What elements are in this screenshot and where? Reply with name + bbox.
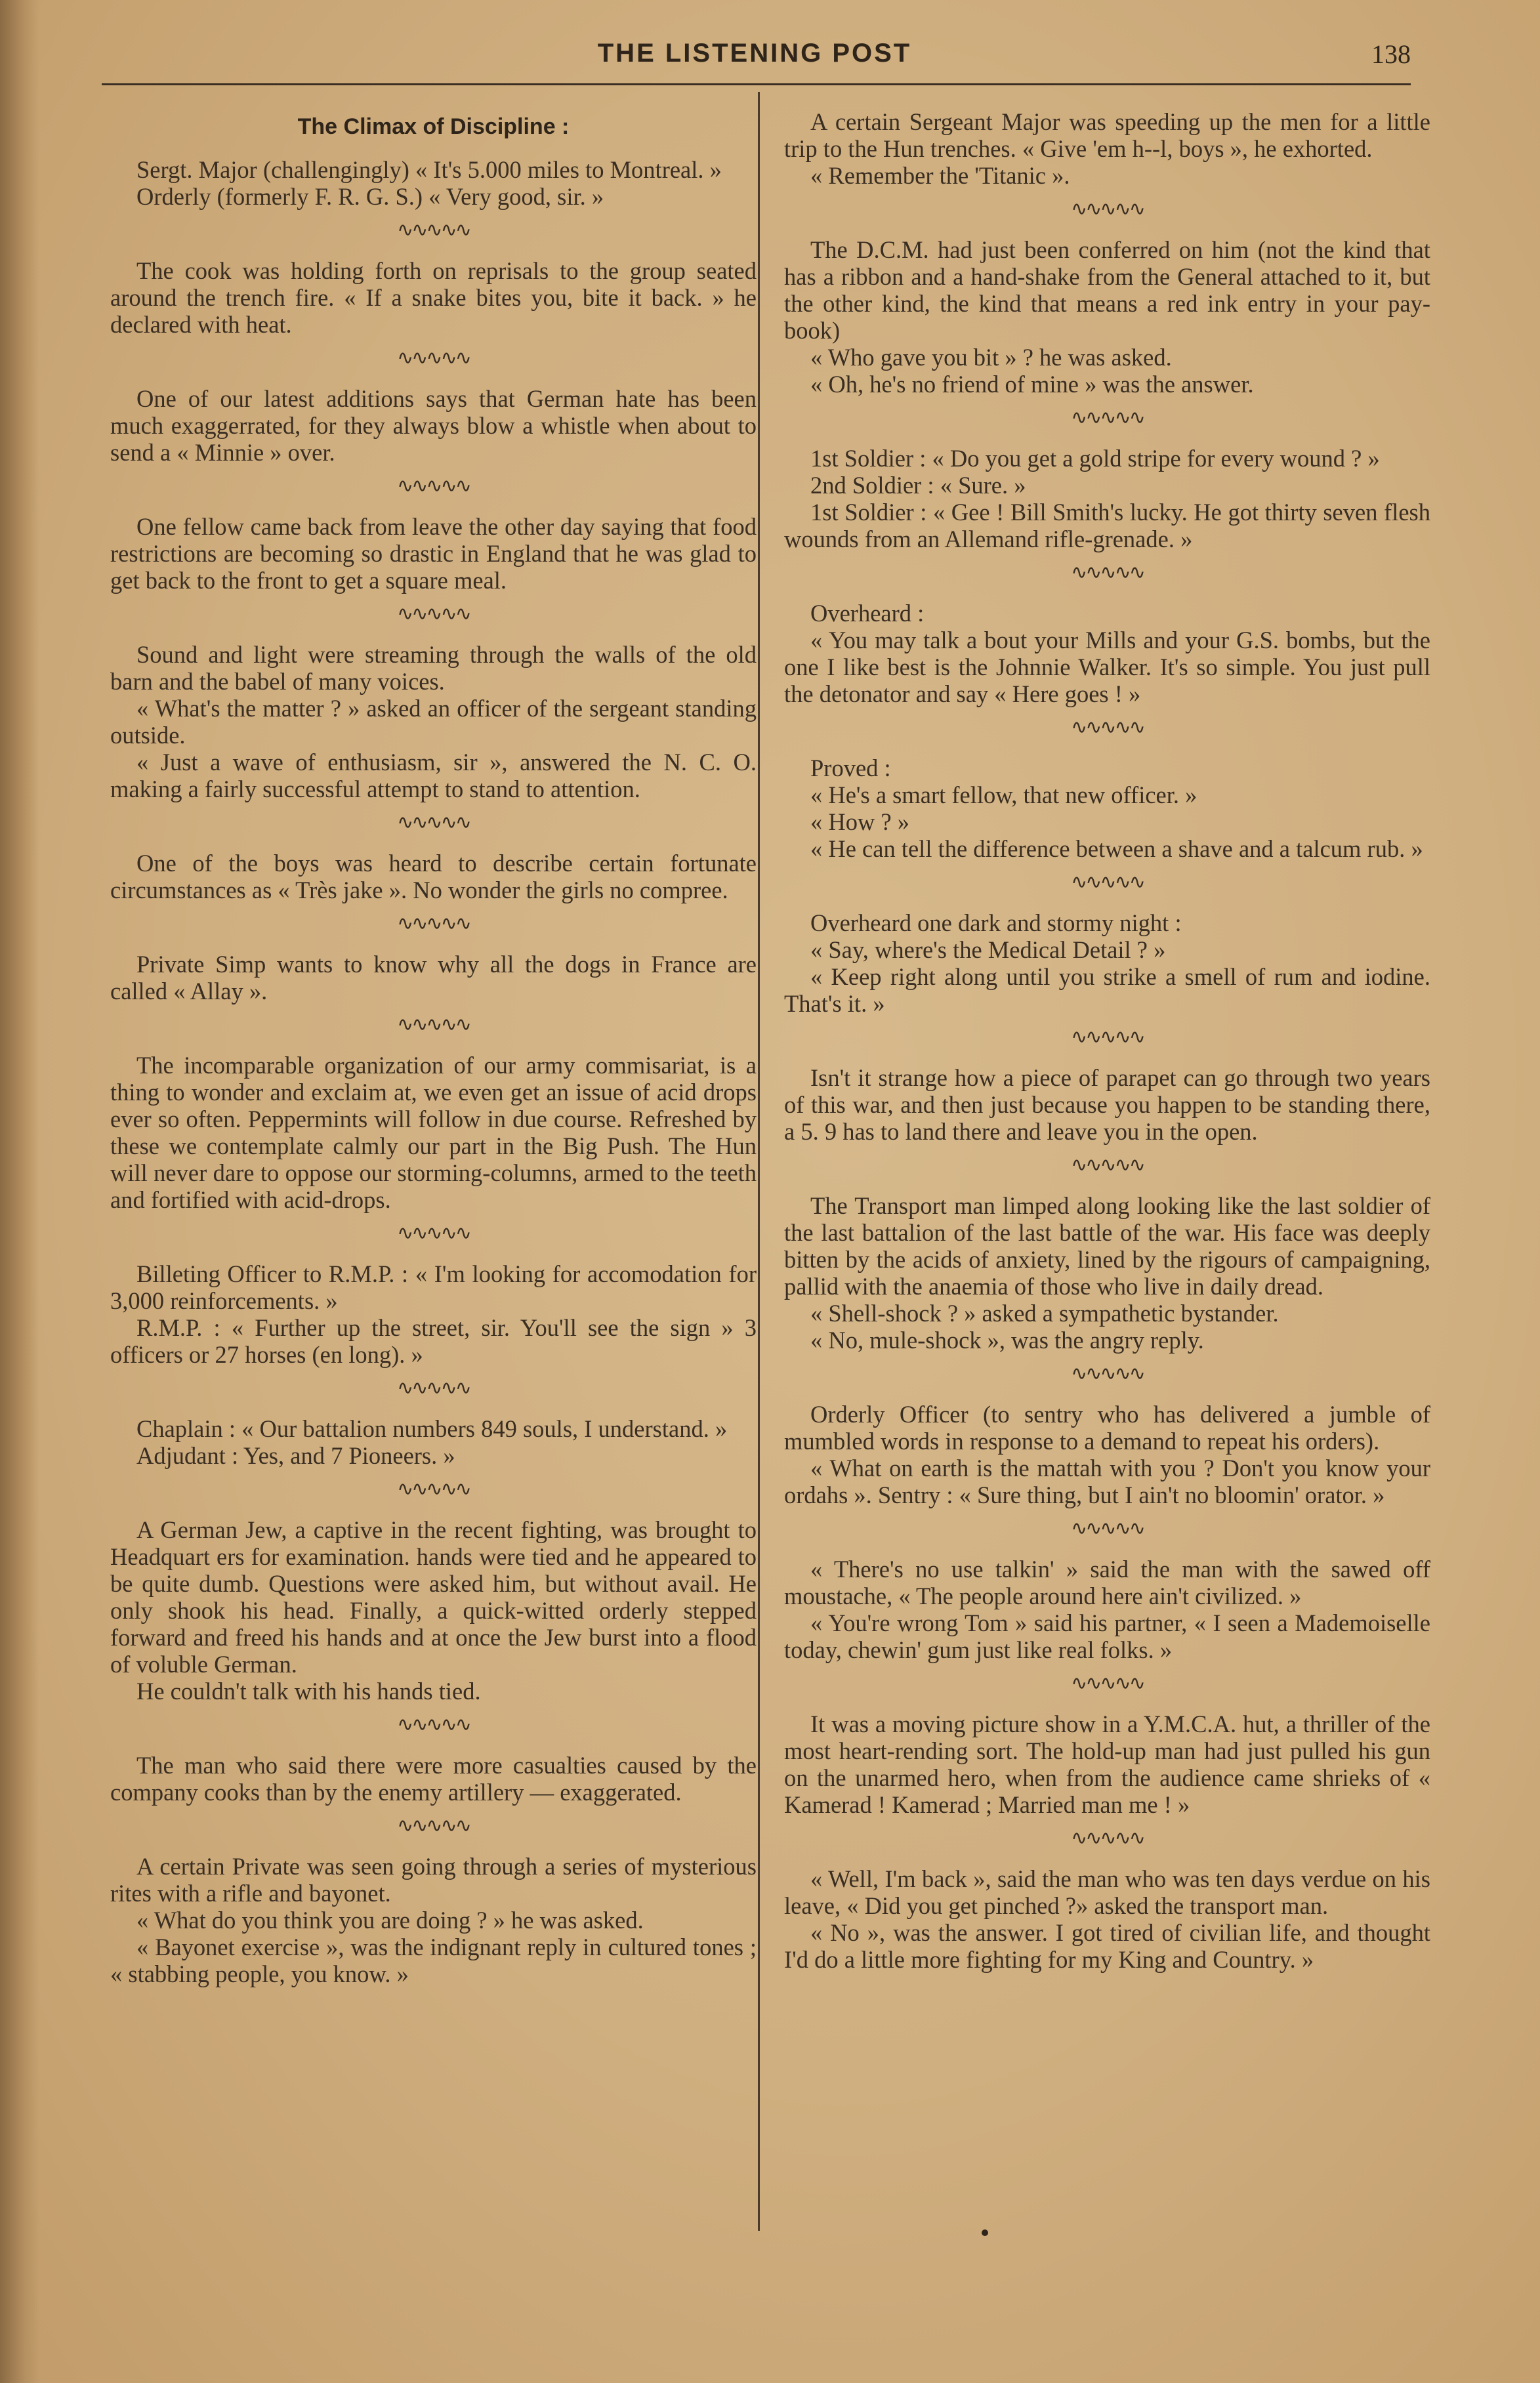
paragraph-text: A certain Sergeant Major was speeding up the men for a little trip to the Hun trenches. « Give 'em h--l, boys », he exhorted. <box>784 108 1430 162</box>
left-column-items <box>110 156 757 1987</box>
paragraph-item <box>110 1415 757 1469</box>
paragraph-item <box>110 1052 757 1213</box>
paragraph-text: The man who said there were more casualties caused by the company cooks than by the enemy artillery — exaggerated. <box>110 1752 757 1806</box>
paragraph-text: Chaplain : « Our battalion numbers 849 souls, I understand. » <box>136 1415 728 1442</box>
paragraph-item <box>784 108 1430 189</box>
squiggle-separator: ∿∿∿∿∿ <box>397 1222 470 1244</box>
paragraph-item <box>110 1853 757 1987</box>
page-spine-shadow <box>0 0 39 2383</box>
paragraph-text: Orderly Officer (to sentry who has delivered a jumble of mumbled words in response to a demand to repeat his orders). <box>784 1401 1430 1455</box>
paragraph-item <box>784 1064 1430 1145</box>
paragraph-item <box>784 1556 1430 1663</box>
paragraph-text: « Well, I'm back », said the man who was ten days verdue on his leave, « Did you get pinched ?» asked the transport man. <box>784 1865 1430 1919</box>
paragraph-text: One fellow came back from leave the other day saying that food restrictions are becoming so drastic in England that he was glad to get back to the front to get a square meal. <box>110 513 757 594</box>
publication-title: THE LISTENING POST <box>597 39 912 68</box>
paragraph-text: Overheard one dark and stormy night : <box>810 909 1182 936</box>
ink-dot <box>982 2229 988 2236</box>
paragraph-text: Sound and light were streaming through the walls of the old barn and the babel of many voices. <box>110 641 757 695</box>
squiggle-separator: ∿∿∿∿∿ <box>397 913 470 934</box>
paragraph-text: The incomparable organization of our army commisariat, is a thing to wonder and exclaim at, we even get an issue of acid drops ever so often. Peppermints will follow in due course. Refreshed by these we contemplate calmly our part in the Big Push. The Hun will never dare to oppose our storming-columns, armed to the teeth and fortified with acid-drops. <box>110 1052 757 1213</box>
paragraph-text: Billeting Officer to R.M.P. : « I'm looking for accomodation for 3,000 reinforcements. » <box>110 1260 757 1314</box>
paragraph-text: 2nd Soldier : « Sure. » <box>810 472 1026 499</box>
squiggle-separator: ∿∿∿∿∿ <box>1071 1026 1144 1048</box>
paragraph-text: Sergt. Major (challengingly) « It's 5.000 miles to Montreal. » <box>136 156 722 183</box>
paragraph-text: « What on earth is the mattah with you ? Don't you know your ordahs ». Sentry : « Sure thing, but I ain't no bloomin' orator. » <box>784 1455 1430 1508</box>
paragraph-text: « No », was the answer. I got tired of civilian life, and thought I'd do a little more fighting for my King and Country. » <box>784 1919 1430 1973</box>
paragraph-text: Orderly (formerly F. R. G. S.) « Very good, sir. » <box>136 183 604 210</box>
squiggle-separator: ∿∿∿∿∿ <box>397 1714 470 1735</box>
paragraph-item <box>110 513 757 594</box>
section-heading: The Climax of Discipline : <box>297 114 570 139</box>
squiggle-separator: ∿∿∿∿∿ <box>1071 562 1144 583</box>
squiggle-separator: ∿∿∿∿∿ <box>1071 716 1144 738</box>
paragraph-text: « Oh, he's no friend of mine » was the answer. <box>810 371 1254 398</box>
squiggle-separator: ∿∿∿∿∿ <box>1071 407 1144 428</box>
paragraph-item <box>110 257 757 338</box>
column-divider <box>758 92 760 2231</box>
squiggle-separator: ∿∿∿∿∿ <box>397 1377 470 1399</box>
paragraph-text: « He's a smart fellow, that new officer. » <box>810 781 1197 808</box>
squiggle-separator: ∿∿∿∿∿ <box>397 1014 470 1035</box>
squiggle-separator: ∿∿∿∿∿ <box>397 219 470 241</box>
paragraph-text: 1st Soldier : « Do you get a gold stripe for every wound ? » <box>810 445 1380 472</box>
paragraph-item <box>784 1401 1430 1508</box>
paragraph-text: « Bayonet exercise », was the indignant reply in cultured tones ; « stabbing people, you know. » <box>110 1934 757 1987</box>
paragraph-item <box>110 1260 757 1368</box>
header-rule <box>102 83 1411 85</box>
paragraph-text: A certain Private was seen going through a series of mysterious rites with a rifle and bayonet. <box>110 1853 757 1907</box>
paragraph-text: « You may talk a bout your Mills and your G.S. bombs, but the one I like best is the Johnnie Walker. It's so simple. You just pull the detonator and say « Here goes ! » <box>784 627 1430 707</box>
paragraph-item <box>110 641 757 802</box>
paragraph-text: One of the boys was heard to describe certain fortunate circumstances as « Très jake ». No wonder the girls no compree. <box>110 850 757 903</box>
paragraph-item <box>110 1752 757 1806</box>
paragraph-text: « Remember the 'Titanic ». <box>810 162 1070 189</box>
paragraph-text: « You're wrong Tom » said his partner, « I seen a Mademoiselle today, chewin' gum just like real folks. » <box>784 1609 1430 1663</box>
paragraph-text: Proved : <box>810 755 891 781</box>
left-column <box>110 108 757 1987</box>
paragraph-text: « What do you think you are doing ? » he was asked. <box>136 1907 644 1934</box>
paragraph-text: 1st Soldier : « Gee ! Bill Smith's lucky. He got thirty seven flesh wounds from an Allemand rifle-grenade. » <box>784 499 1430 552</box>
paragraph-item <box>784 1710 1430 1818</box>
squiggle-separator: ∿∿∿∿∿ <box>1071 1363 1144 1384</box>
paragraph-text: A German Jew, a captive in the recent fighting, was brought to Headquart ers for examination. hands were tied and he appeared to be quite dumb. Questions were asked him, but without avail. He only shook his head. Finally, a quick-witted orderly stepped forward and freed his hands and at once the Jew burst into a flood of voluble German. <box>110 1516 757 1678</box>
paragraph-item <box>784 445 1430 552</box>
paragraph-item <box>784 1192 1430 1354</box>
right-column-items <box>784 108 1430 1973</box>
page-number: 138 <box>1371 39 1411 69</box>
right-column <box>784 108 1430 1973</box>
paragraph-text: « He can tell the difference between a shave and a talcum rub. » <box>810 835 1423 862</box>
paragraph-item <box>784 755 1430 862</box>
paragraph-text: The cook was holding forth on reprisals to the group seated around the trench fire. « If a snake bites you, bite it back. » he declared with heat. <box>110 257 757 338</box>
squiggle-separator: ∿∿∿∿∿ <box>397 812 470 833</box>
paragraph-text: « No, mule-shock », was the angry reply. <box>810 1327 1204 1354</box>
paragraph-text: One of our latest additions says that German hate has been much exaggerrated, for they always blow a whistle when about to send a « Minnie » over. <box>110 385 757 466</box>
paragraph-item <box>110 385 757 466</box>
squiggle-separator: ∿∿∿∿∿ <box>1071 871 1144 893</box>
squiggle-separator: ∿∿∿∿∿ <box>1071 1154 1144 1176</box>
paragraph-item <box>784 909 1430 1017</box>
squiggle-separator: ∿∿∿∿∿ <box>1071 1827 1144 1849</box>
paragraph-text: « There's no use talkin' » said the man with the sawed off moustache, « The people around here ain't civilized. » <box>784 1556 1430 1609</box>
squiggle-separator: ∿∿∿∿∿ <box>1071 1518 1144 1539</box>
page-header <box>98 36 1411 75</box>
paragraph-text: « Just a wave of enthusiasm, sir », answered the N. C. O. making a fairly successful attempt to stand to attention. <box>110 749 757 802</box>
squiggle-separator: ∿∿∿∿∿ <box>1071 198 1144 220</box>
paragraph-text: « How ? » <box>810 808 910 835</box>
squiggle-separator: ∿∿∿∿∿ <box>397 1478 470 1500</box>
squiggle-separator: ∿∿∿∿∿ <box>397 603 470 625</box>
paragraph-item <box>110 951 757 1005</box>
paragraph-item <box>110 156 757 210</box>
paragraph-text: The Transport man limped along looking like the last soldier of the last battalion of the last battle of the war. His face was deeply bitten by the acids of anxiety, lined by the rigours of campaigning, pallid with the anaemia of those who live in daily dread. <box>784 1192 1430 1300</box>
paragraph-text: « Say, where's the Medical Detail ? » <box>810 936 1166 963</box>
squiggle-separator: ∿∿∿∿∿ <box>1071 1672 1144 1694</box>
squiggle-separator: ∿∿∿∿∿ <box>397 347 470 369</box>
paragraph-text: Adjudant : Yes, and 7 Pioneers. » <box>136 1442 455 1469</box>
paragraph-text: It was a moving picture show in a Y.M.C.A. hut, a thriller of the most heart-rending sort. The hold-up man had just pulled his gun on the unarmed hero, when from the audience came shrieks of « Kamerad ! Kamerad ; Married man me ! » <box>784 1710 1430 1818</box>
paragraph-text: Private Simp wants to know why all the dogs in France are called « Allay ». <box>110 951 757 1005</box>
paragraph-item <box>784 1865 1430 1973</box>
paragraph-text: He couldn't talk with his hands tied. <box>136 1678 481 1705</box>
squiggle-separator: ∿∿∿∿∿ <box>397 1815 470 1836</box>
paragraph-text: « Who gave you bit » ? he was asked. <box>810 344 1172 371</box>
paragraph-text: R.M.P. : « Further up the street, sir. You'll see the sign » 3 officers or 27 horses (en long). » <box>110 1314 757 1368</box>
paragraph-item <box>784 236 1430 398</box>
paragraph-text: « What's the matter ? » asked an officer of the sergeant standing outside. <box>110 695 757 749</box>
paragraph-text: Overheard : <box>810 600 925 627</box>
paragraph-item <box>784 600 1430 707</box>
paragraph-item <box>110 1516 757 1705</box>
paragraph-text: « Keep right along until you strike a smell of rum and iodine. That's it. » <box>784 963 1430 1017</box>
paragraph-item <box>110 850 757 903</box>
squiggle-separator: ∿∿∿∿∿ <box>397 475 470 497</box>
paragraph-text: Isn't it strange how a piece of parapet can go through two years of this war, and then just because you happen to be standing there, a 5. 9 has to land there and leave you in the open. <box>784 1064 1430 1145</box>
paragraph-text: The D.C.M. had just been conferred on him (not the kind that has a ribbon and a hand-shake from the General attached to it, but the other kind, the kind that means a red ink entry in your pay-book) <box>784 236 1430 344</box>
paragraph-text: « Shell-shock ? » asked a sympathetic bystander. <box>810 1300 1279 1327</box>
